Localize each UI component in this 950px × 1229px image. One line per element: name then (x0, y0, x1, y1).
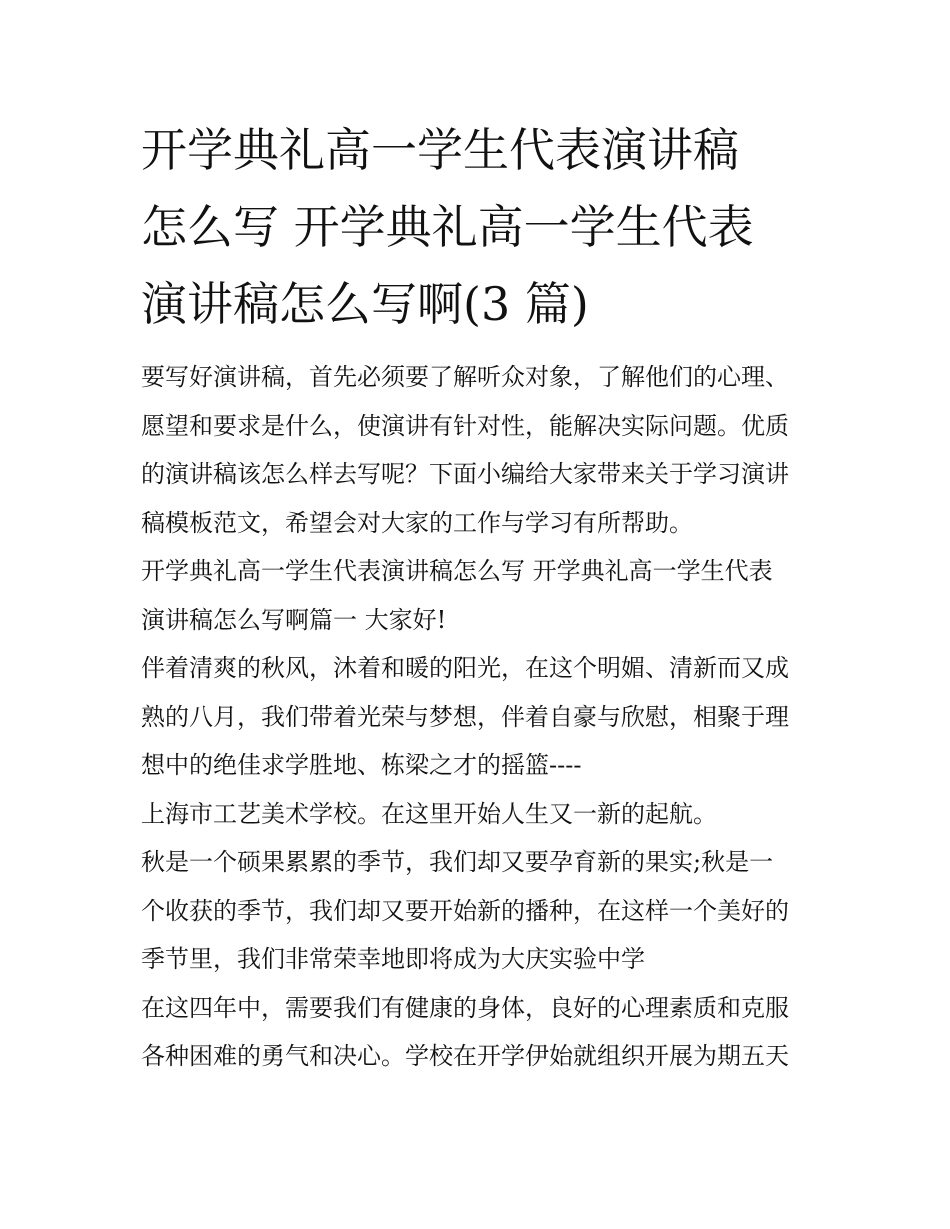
paragraph-autumn-wind: 伴着清爽的秋风，沐着和暖的阳光，在这个明媚、清新而又成 熟的八月，我们带着光荣与梦想，伴着自豪与欣慰，相聚于理 想中的绝佳求学胜地、栋梁之才的摇篮---- (141, 654, 789, 779)
paragraph-autumn-season: 秋是一个硕果累累的季节，我们却又要孕育新的果实;秋是一 个收获的季节，我们却又要开始新的播种，在这样一个美好的 季节里，我们非常荣幸地即将成为大庆实验中学 (141, 848, 789, 973)
paragraph-school-name: 上海市工艺美术学校。在这里开始人生又一新的起航。 (141, 799, 717, 828)
document-body (141, 353, 821, 1081)
paragraph-heading-1: 开学典礼高一学生代表演讲稿怎么写 开学典礼高一学生代表 演讲稿怎么写啊篇一 大家好! (141, 557, 773, 634)
paragraph-four-years: 在这四年中，需要我们有健康的身体，良好的心理素质和克服 各种困难的勇气和决心。学校在开学伊始就组织开展为期五天 (141, 993, 789, 1070)
document-title: 开学典礼高一学生代表演讲稿 怎么写 开学典礼高一学生代表 演讲稿怎么写啊(3 篇) (141, 123, 754, 331)
paragraph-intro: 要写好演讲稿，首先必须要了解听众对象，了解他们的心理、 愿望和要求是什么，使演讲有针对性，能解决实际问题。优质 的演讲稿该怎么样去写呢？下面小编给大家带来关于学习演讲 稿模板范文，希望会对大家的工作与学习有所帮助。 (141, 363, 789, 537)
document-content (141, 112, 821, 1081)
